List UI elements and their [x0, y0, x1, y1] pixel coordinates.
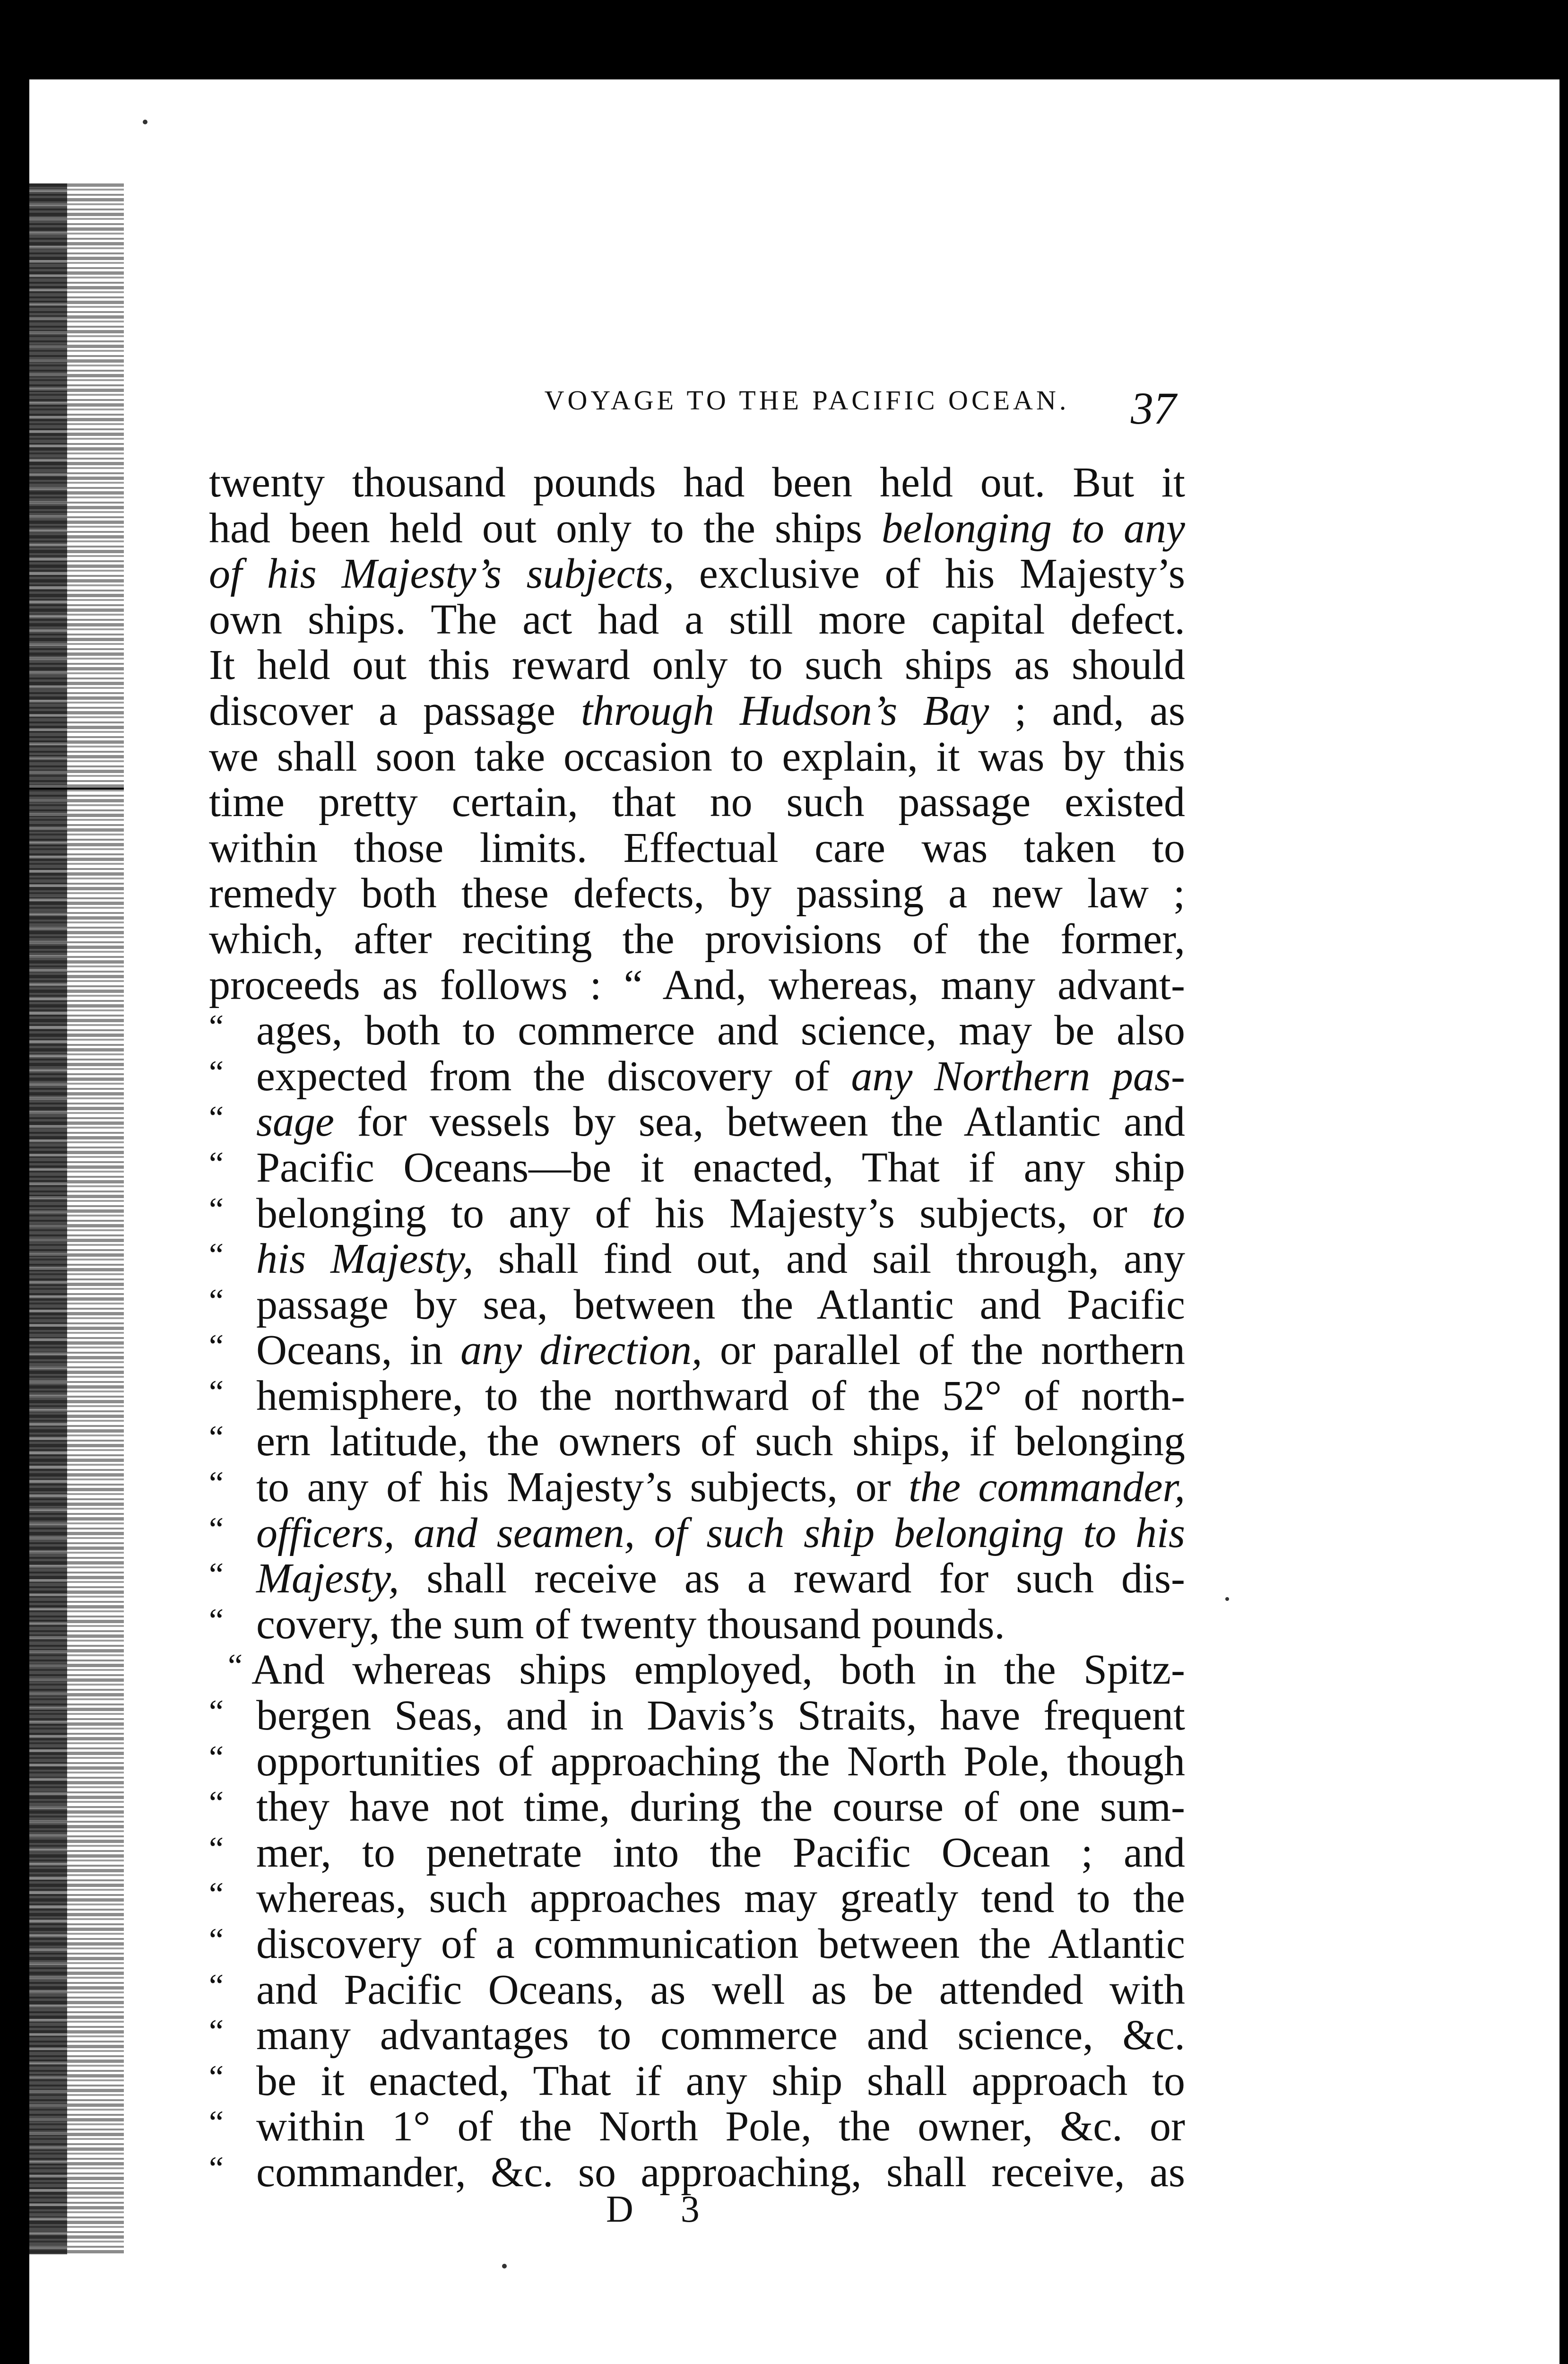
line-text: be it enacted, That if any ship shall approach to	[256, 2057, 1185, 2104]
line-text: whereas, such approaches may greatly tend to the	[256, 1875, 1185, 1922]
specks	[502, 2264, 507, 2268]
line-text: commander, &c. so approaching, shall receive, as	[256, 2148, 1185, 2196]
line-text: ages, both to commerce and science, may be also	[256, 1007, 1185, 1054]
line-text: opportunities of approaching the North Pole, though	[256, 1738, 1185, 1785]
line-text: we shall soon take occasion to explain, it was by this	[209, 733, 1185, 780]
text-line	[209, 460, 1185, 506]
page-body-text	[209, 460, 1185, 2196]
gutter-mark	[29, 788, 124, 790]
text-line	[209, 1876, 1185, 1921]
text-line	[209, 963, 1185, 1008]
italic-text: his Majesty,	[256, 1235, 474, 1283]
line-text: remedy both these defects, by passing a new law ;	[209, 870, 1185, 917]
line-text: hemisphere, to the northward of the 52° of north-	[256, 1372, 1185, 1419]
italic-text: officers, and seamen, of such ship belonging to his	[256, 1509, 1185, 1556]
printer-signature-mark: D 3	[606, 2189, 719, 2230]
text-line	[209, 1647, 1185, 1693]
line-text: shall find out, and sail through, any	[473, 1235, 1186, 1283]
page-gutter-shadow	[29, 183, 67, 2254]
line-text: expected from the discovery of	[256, 1052, 851, 1100]
line-text: ern latitude, the owners of such ships, if belonging	[256, 1418, 1185, 1465]
book-page	[29, 79, 1559, 2364]
line-text: Pacific Oceans—be it enacted, That if any ship	[256, 1144, 1185, 1191]
line-text: passage by sea, between the Atlantic and Pacific	[256, 1281, 1185, 1328]
line-text: within those limits. Effectual care was taken to	[209, 824, 1185, 871]
line-text: ; and, as	[989, 687, 1185, 734]
text-line	[209, 1282, 1185, 1328]
text-line	[209, 1967, 1185, 2013]
line-text: discover a passage	[209, 687, 581, 734]
line-text: time pretty certain, that no such passage existed	[209, 779, 1185, 826]
text-line	[209, 551, 1185, 597]
running-title: VOYAGE TO THE PACIFIC OCEAN.	[544, 385, 1070, 416]
line-text: to any of his Majesty’s subjects, or	[256, 1464, 909, 1511]
text-line	[209, 826, 1185, 871]
text-line	[209, 1784, 1185, 1830]
text-line	[209, 2013, 1185, 2059]
page-number: 37	[1131, 383, 1176, 434]
text-line	[209, 1054, 1185, 1100]
text-line	[209, 1099, 1185, 1145]
line-text: had been held out only to the ships	[209, 504, 882, 552]
text-line	[209, 1419, 1185, 1465]
text-line	[209, 688, 1185, 734]
text-line	[209, 2059, 1185, 2104]
line-text: covery, the sum of twenty thousand pounds.	[256, 1600, 1005, 1648]
text-line	[209, 1556, 1185, 1602]
line-text: many advantages to commerce and science, &c.	[256, 2012, 1185, 2059]
line-text: proceeds as follows : “ And, whereas, many advant-	[209, 961, 1185, 1008]
line-text: for vessels by sea, between the Atlantic and	[334, 1098, 1185, 1146]
specks	[143, 120, 147, 124]
line-text: own ships. The act had a still more capital defect.	[209, 596, 1185, 643]
line-text: which, after reciting the provisions of the former,	[209, 915, 1185, 963]
line-text: and Pacific Oceans, as well as be attended with	[256, 1966, 1185, 2013]
text-line	[209, 1191, 1185, 1237]
text-line	[209, 1328, 1185, 1373]
line-text: discovery of a communication between the Atlantic	[256, 1921, 1185, 1967]
line-text: or parallel of the northern	[702, 1327, 1185, 1374]
text-line	[209, 1693, 1185, 1739]
line-text: twenty thousand pounds had been held out. But it	[209, 459, 1185, 506]
text-line	[209, 1739, 1185, 1785]
text-line	[209, 871, 1185, 917]
text-line	[209, 1602, 1185, 1648]
text-line	[209, 643, 1185, 688]
text-line	[209, 780, 1185, 826]
line-text: within 1° of the North Pole, the owner, &c. or	[256, 2103, 1185, 2150]
italic-text: belonging to any	[882, 504, 1185, 552]
text-line	[209, 1373, 1185, 1419]
italic-text: Majesty,	[256, 1555, 399, 1602]
line-text: bergen Seas, and in Davis’s Straits, have frequent	[256, 1692, 1185, 1739]
text-line	[209, 1830, 1185, 1876]
text-line	[209, 1145, 1185, 1191]
text-line	[209, 1236, 1185, 1282]
line-text: Oceans, in	[256, 1327, 461, 1374]
italic-text: any direction,	[460, 1327, 702, 1374]
line-text: It held out this reward only to such ships as should	[209, 642, 1185, 689]
text-line	[209, 2104, 1185, 2150]
text-line	[209, 1511, 1185, 1556]
text-line	[209, 917, 1185, 963]
line-text: belonging to any of his Majesty’s subjects, or	[256, 1190, 1152, 1237]
line-text: exclusive of his Majesty’s	[674, 550, 1185, 598]
line-text: shall receive as a reward for such dis-	[399, 1555, 1185, 1602]
text-line	[209, 1921, 1185, 1967]
line-text: And whereas ships employed, both in the Spitz-	[251, 1646, 1185, 1694]
italic-text: the commander,	[909, 1464, 1185, 1511]
text-line	[209, 734, 1185, 780]
line-text: mer, to penetrate into the Pacific Ocean ; and	[256, 1829, 1185, 1876]
text-line	[209, 597, 1185, 643]
text-line	[209, 506, 1185, 552]
specks	[1225, 1597, 1229, 1601]
italic-text: sage	[256, 1098, 334, 1146]
line-text: they have not time, during the course of one sum-	[256, 1783, 1185, 1831]
italic-text: of his Majesty’s subjects,	[209, 550, 675, 598]
italic-text: through Hudson’s Bay	[581, 687, 989, 734]
italic-text: to	[1152, 1190, 1185, 1237]
text-line	[209, 1008, 1185, 1054]
italic-text: any Northern pas-	[851, 1052, 1185, 1100]
text-line	[209, 1465, 1185, 1511]
